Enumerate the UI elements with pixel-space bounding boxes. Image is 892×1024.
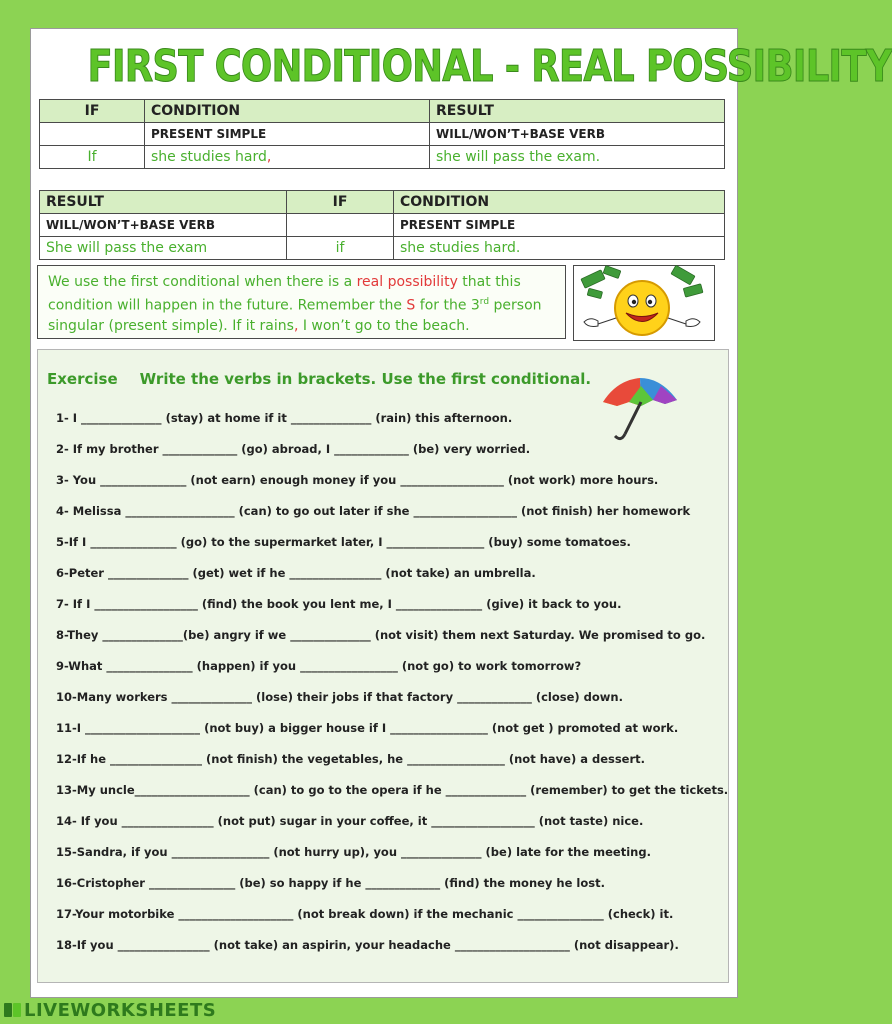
- exercise-item[interactable]: 10-Many workers ______________ (lose) their jobs if that factory _____________ (close) down.: [56, 690, 623, 704]
- exercise-item[interactable]: 14- If you ________________ (not put) sugar in your coffee, it __________________ (not taste) nice.: [56, 814, 644, 828]
- example-if: If: [40, 146, 145, 169]
- exercise-list: [56, 408, 728, 966]
- exercise-item[interactable]: 7- If I __________________ (find) the book you lent me, I _______________ (give) it back to you.: [56, 597, 622, 611]
- structure-table-if-first: [39, 99, 725, 169]
- page-title: FIRST CONDITIONAL - REAL POSSIBILITY: [87, 41, 892, 92]
- header-if: IF: [40, 100, 145, 123]
- note-highlight-real-possibility: real possibility: [356, 274, 458, 290]
- header-if: IF: [287, 191, 394, 214]
- note-highlight-s: S: [406, 297, 416, 314]
- example-if: if: [287, 237, 394, 260]
- exercise-section: [37, 349, 729, 983]
- note-text-4: person singular (present simple). If it rains: [48, 297, 542, 334]
- exercise-item[interactable]: 4- Melissa ___________________ (can) to go out later if she __________________ (not finish) her homework: [56, 504, 691, 518]
- note-comma: ,: [293, 317, 299, 334]
- note-text-5: I won’t go to the beach.: [298, 317, 470, 334]
- note-text-3: for the 3: [415, 297, 480, 314]
- exercise-item[interactable]: 8-They ______________(be) angry if we ______________ (not visit) them next Saturday. We promised to go.: [56, 628, 706, 642]
- example-result: she will pass the exam.: [430, 146, 725, 169]
- structure-table-result-first: [39, 190, 725, 260]
- exercise-instruction: Write the verbs in brackets. Use the first conditional.: [139, 370, 592, 388]
- sub-result: WILL/WON’T+BASE VERB: [40, 214, 287, 237]
- sub-result: WILL/WON’T+BASE VERB: [430, 123, 725, 146]
- exercise-item[interactable]: 1- I ______________ (stay) at home if it ______________ (rain) this afternoon.: [56, 411, 513, 425]
- sub-condition: PRESENT SIMPLE: [394, 214, 725, 237]
- exercise-label: Exercise: [47, 370, 118, 388]
- smiley-money-icon: [574, 266, 714, 340]
- header-condition: CONDITION: [394, 191, 725, 214]
- exercise-item[interactable]: 9-What _______________ (happen) if you _________________ (not go) to work tomorrow?: [56, 659, 582, 673]
- note-sup: rd: [479, 297, 490, 307]
- header-result: RESULT: [40, 191, 287, 214]
- worksheet: [30, 28, 892, 998]
- exercise-item[interactable]: 2- If my brother _____________ (go) abroad, I _____________ (be) very worried.: [56, 442, 531, 456]
- exercise-item[interactable]: 16-Cristopher _______________ (be) so happy if he _____________ (find) the money he lost.: [56, 876, 605, 890]
- liveworksheets-brand[interactable]: [4, 1000, 216, 1021]
- example-condition: she studies hard.: [394, 237, 725, 260]
- exercise-item[interactable]: 3- You _______________ (not earn) enough money if you __________________ (not work) more hours.: [56, 473, 659, 487]
- sub-if: [287, 214, 394, 237]
- exercise-item[interactable]: 15-Sandra, if you _________________ (not hurry up), you ______________ (be) late for the meeting.: [56, 845, 651, 859]
- sub-condition: PRESENT SIMPLE: [145, 123, 430, 146]
- exercise-item[interactable]: 5-If I _______________ (go) to the supermarket later, I _________________ (buy) some tomatoes.: [56, 535, 631, 549]
- exercise-heading: [47, 370, 591, 388]
- smiley-illustration-box: [573, 265, 715, 341]
- exercise-item[interactable]: 6-Peter ______________ (get) wet if he ________________ (not take) an umbrella.: [56, 566, 536, 580]
- header-condition: CONDITION: [145, 100, 430, 123]
- exercise-item[interactable]: 17-Your motorbike ____________________ (not break down) if the mechanic _______________ (check) it.: [56, 907, 674, 921]
- example-result: She will pass the exam: [40, 237, 287, 260]
- header-result: RESULT: [430, 100, 725, 123]
- explanation-note: [37, 265, 566, 339]
- liveworksheets-logo-icon: [4, 1001, 22, 1019]
- sub-if: [40, 123, 145, 146]
- note-text-2: that this condition will happen in the future. Remember the: [48, 274, 521, 314]
- exercise-item[interactable]: 13-My uncle____________________ (can) to go to the opera if he ______________ (remember) to get the tickets.: [56, 783, 729, 797]
- example-comma: ,: [266, 149, 272, 165]
- example-condition: [145, 146, 430, 169]
- note-text-1: We use the first conditional when there is a: [48, 274, 357, 290]
- brand-name: LIVEWORKSHEETS: [24, 1000, 217, 1021]
- example-condition-text: she studies hard: [151, 149, 267, 165]
- exercise-item[interactable]: 18-If you ________________ (not take) an aspirin, your headache ____________________ (not disappear).: [56, 938, 679, 952]
- exercise-item[interactable]: 11-I ____________________ (not buy) a bigger house if I _________________ (not get ) promoted at work.: [56, 721, 679, 735]
- exercise-item[interactable]: 12-If he ________________ (not finish) the vegetables, he _________________ (not have) a dessert.: [56, 752, 646, 766]
